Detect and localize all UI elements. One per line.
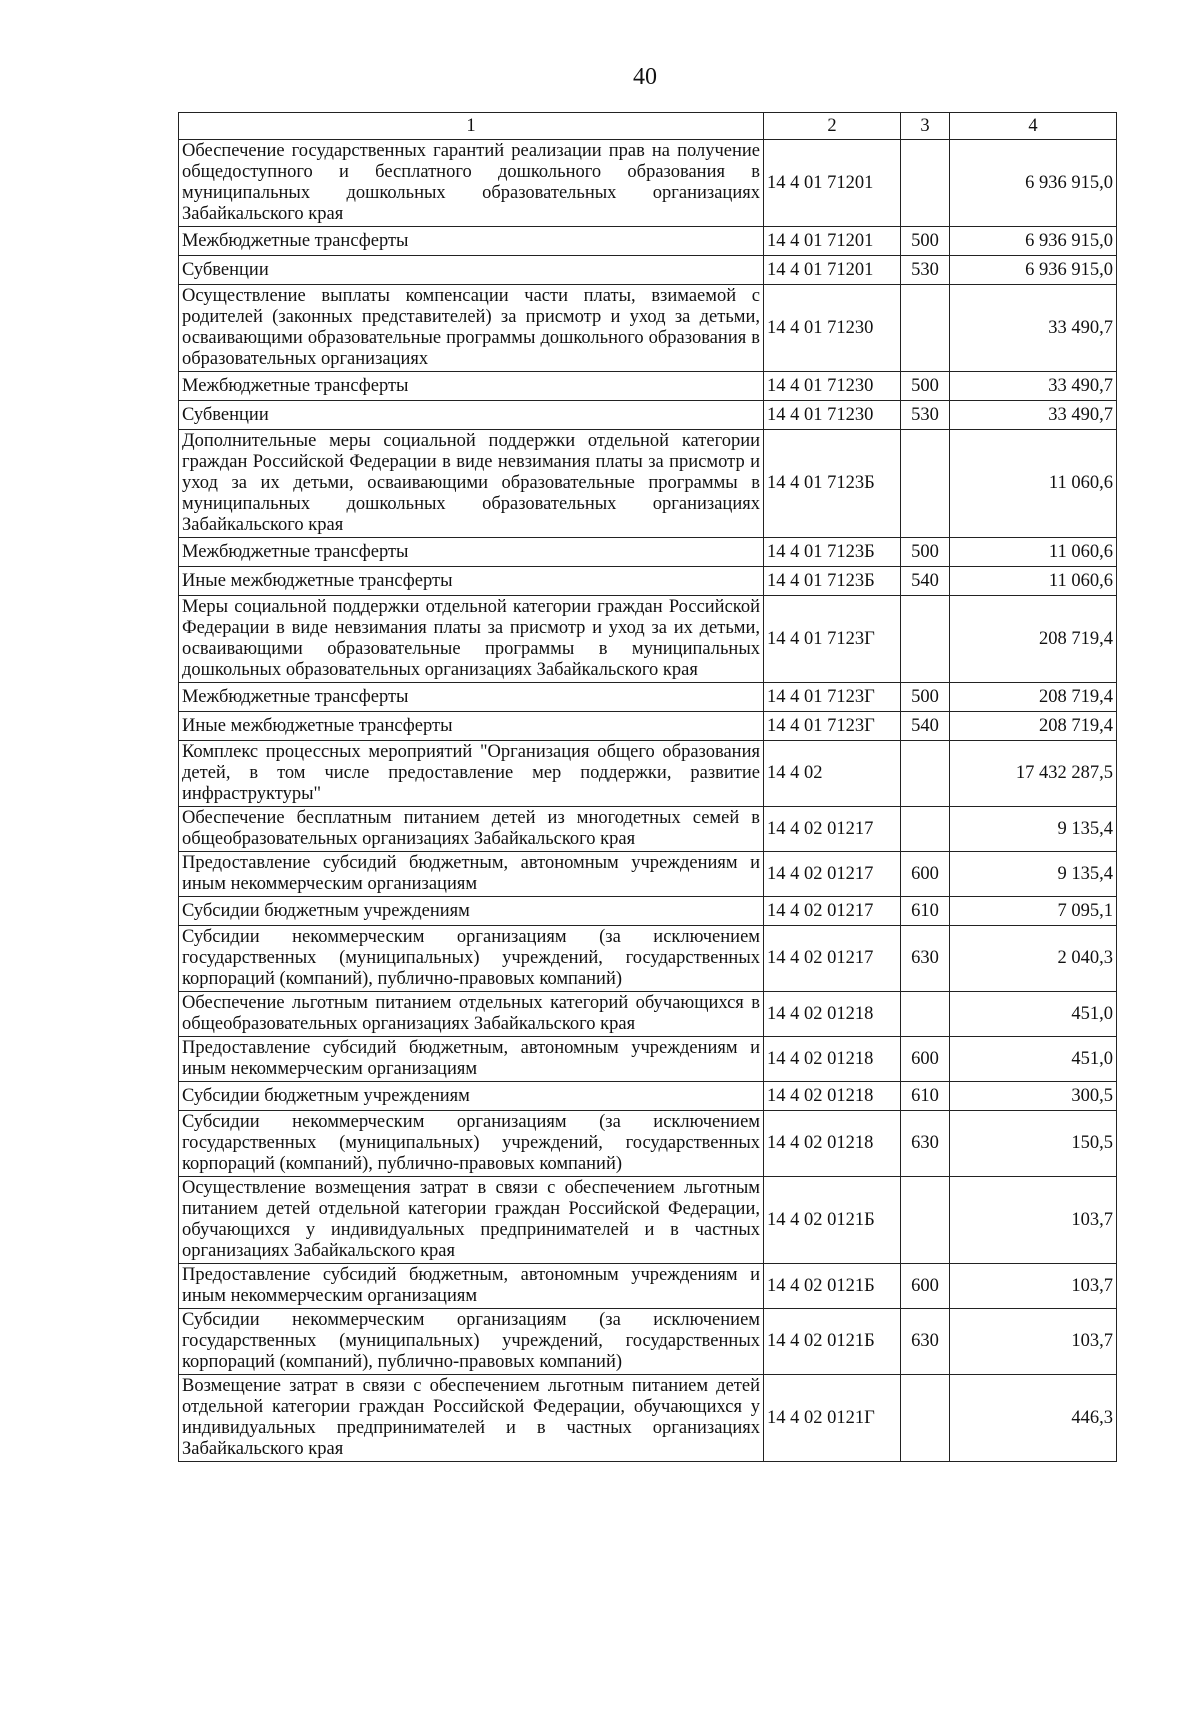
row-type-cell: 540 bbox=[901, 712, 950, 741]
row-type-cell: 500 bbox=[901, 227, 950, 256]
row-code-cell: 14 4 01 7123Г bbox=[764, 596, 901, 683]
row-name-cell: Межбюджетные трансферты bbox=[179, 372, 764, 401]
row-name-cell: Осуществление возмещения затрат в связи с обеспечением льготным питанием детей отдельной категории граждан Российской Федерации, обучающихся у индивидуальных предпринимателей и в частных организациях Забайкальского края bbox=[179, 1177, 764, 1264]
row-type-cell: 600 bbox=[901, 852, 950, 897]
page-number: 40 bbox=[633, 64, 657, 90]
table-row bbox=[179, 1177, 1117, 1264]
table-row bbox=[179, 1082, 1117, 1111]
row-amount-cell: 208 719,4 bbox=[950, 683, 1117, 712]
row-type-cell: 500 bbox=[901, 372, 950, 401]
table-row bbox=[179, 992, 1117, 1037]
table-row bbox=[179, 430, 1117, 538]
row-name-cell: Субвенции bbox=[179, 256, 764, 285]
row-name-cell: Дополнительные меры социальной поддержки отдельной категории граждан Российской Федерации в виде невзимания платы за присмотр и уход за их детьми, осваивающими образовательные программы в муниципальных дошкольных образовательных организациях Забайкальского края bbox=[179, 430, 764, 538]
row-name-cell: Обеспечение бесплатным питанием детей из многодетных семей в общеобразовательных организациях Забайкальского края bbox=[179, 807, 764, 852]
row-code-cell: 14 4 02 0121Б bbox=[764, 1264, 901, 1309]
row-name-cell: Субсидии бюджетным учреждениям bbox=[179, 897, 764, 926]
row-name-cell: Субсидии некоммерческим организациям (за исключением государственных (муниципальных) учреждений, государственных корпораций (компаний), публично-правовых компаний) bbox=[179, 1309, 764, 1375]
row-type-cell: 530 bbox=[901, 401, 950, 430]
row-name-cell: Субвенции bbox=[179, 401, 764, 430]
table-row bbox=[179, 1309, 1117, 1375]
row-name-cell: Субсидии некоммерческим организациям (за исключением государственных (муниципальных) учреждений, государственных корпораций (компаний), публично-правовых компаний) bbox=[179, 1111, 764, 1177]
row-code-cell: 14 4 02 01218 bbox=[764, 1111, 901, 1177]
row-code-cell: 14 4 02 01218 bbox=[764, 1037, 901, 1082]
row-amount-cell: 33 490,7 bbox=[950, 401, 1117, 430]
table-row bbox=[179, 897, 1117, 926]
row-type-cell bbox=[901, 140, 950, 227]
row-code-cell: 14 4 01 71201 bbox=[764, 227, 901, 256]
row-amount-cell: 103,7 bbox=[950, 1264, 1117, 1309]
table-row bbox=[179, 712, 1117, 741]
row-name-cell: Обеспечение льготным питанием отдельных категорий обучающихся в общеобразовательных организациях Забайкальского края bbox=[179, 992, 764, 1037]
row-amount-cell: 11 060,6 bbox=[950, 538, 1117, 567]
row-code-cell: 14 4 02 0121Г bbox=[764, 1375, 901, 1462]
table-row bbox=[179, 741, 1117, 807]
row-amount-cell: 446,3 bbox=[950, 1375, 1117, 1462]
table-row bbox=[179, 596, 1117, 683]
row-amount-cell: 150,5 bbox=[950, 1111, 1117, 1177]
table-row bbox=[179, 1111, 1117, 1177]
row-amount-cell: 451,0 bbox=[950, 992, 1117, 1037]
header-cell-3: 3 bbox=[901, 113, 950, 140]
row-code-cell: 14 4 01 7123Г bbox=[764, 712, 901, 741]
row-code-cell: 14 4 02 01217 bbox=[764, 807, 901, 852]
row-type-cell: 600 bbox=[901, 1037, 950, 1082]
budget-table bbox=[178, 112, 1117, 1462]
table-row bbox=[179, 852, 1117, 897]
row-type-cell bbox=[901, 430, 950, 538]
row-code-cell: 14 4 02 01217 bbox=[764, 897, 901, 926]
row-name-cell: Межбюджетные трансферты bbox=[179, 538, 764, 567]
row-code-cell: 14 4 01 71201 bbox=[764, 140, 901, 227]
row-type-cell: 540 bbox=[901, 567, 950, 596]
row-name-cell: Обеспечение государственных гарантий реализации прав на получение общедоступного и бесплатного дошкольного образования в муниципальных дошкольных образовательных организациях Забайкальского края bbox=[179, 140, 764, 227]
row-code-cell: 14 4 01 7123Б bbox=[764, 538, 901, 567]
row-name-cell: Межбюджетные трансферты bbox=[179, 227, 764, 256]
row-code-cell: 14 4 01 7123Б bbox=[764, 430, 901, 538]
row-type-cell bbox=[901, 596, 950, 683]
header-cell-4: 4 bbox=[950, 113, 1117, 140]
row-amount-cell: 9 135,4 bbox=[950, 852, 1117, 897]
table-row bbox=[179, 538, 1117, 567]
row-name-cell: Субсидии бюджетным учреждениям bbox=[179, 1082, 764, 1111]
row-amount-cell: 208 719,4 bbox=[950, 596, 1117, 683]
row-code-cell: 14 4 02 01217 bbox=[764, 852, 901, 897]
row-amount-cell: 300,5 bbox=[950, 1082, 1117, 1111]
row-code-cell: 14 4 02 01218 bbox=[764, 992, 901, 1037]
row-name-cell: Осуществление выплаты компенсации части платы, взимаемой с родителей (законных представителей) за присмотр и уход за детьми, осваивающими образовательные программы дошкольного образования в образовательных организациях bbox=[179, 285, 764, 372]
row-amount-cell: 11 060,6 bbox=[950, 567, 1117, 596]
row-amount-cell: 33 490,7 bbox=[950, 285, 1117, 372]
row-type-cell: 530 bbox=[901, 256, 950, 285]
row-type-cell: 610 bbox=[901, 897, 950, 926]
row-name-cell: Предоставление субсидий бюджетным, автономным учреждениям и иным некоммерческим организациям bbox=[179, 1264, 764, 1309]
row-amount-cell: 7 095,1 bbox=[950, 897, 1117, 926]
table-row bbox=[179, 1375, 1117, 1462]
row-name-cell: Меры социальной поддержки отдельной категории граждан Российской Федерации в виде невзимания платы за присмотр и уход за их детьми, осваивающими образовательные программы в муниципальных дошкольных образовательных организациях Забайкальского края bbox=[179, 596, 764, 683]
row-amount-cell: 17 432 287,5 bbox=[950, 741, 1117, 807]
table-row bbox=[179, 807, 1117, 852]
row-amount-cell: 103,7 bbox=[950, 1309, 1117, 1375]
row-amount-cell: 6 936 915,0 bbox=[950, 140, 1117, 227]
row-name-cell: Иные межбюджетные трансферты bbox=[179, 567, 764, 596]
table-row bbox=[179, 926, 1117, 992]
row-code-cell: 14 4 01 71230 bbox=[764, 401, 901, 430]
row-type-cell: 500 bbox=[901, 683, 950, 712]
row-name-cell: Предоставление субсидий бюджетным, автономным учреждениям и иным некоммерческим организациям bbox=[179, 852, 764, 897]
row-amount-cell: 208 719,4 bbox=[950, 712, 1117, 741]
row-type-cell bbox=[901, 992, 950, 1037]
row-name-cell: Субсидии некоммерческим организациям (за исключением государственных (муниципальных) учреждений, государственных корпораций (компаний), публично-правовых компаний) bbox=[179, 926, 764, 992]
row-type-cell bbox=[901, 1375, 950, 1462]
row-amount-cell: 9 135,4 bbox=[950, 807, 1117, 852]
row-name-cell: Возмещение затрат в связи с обеспечением льготным питанием детей отдельной категории граждан Российской Федерации, обучающихся у индивидуальных предпринимателей и в частных организациях Забайкальского края bbox=[179, 1375, 764, 1462]
table-row bbox=[179, 1264, 1117, 1309]
table-row bbox=[179, 683, 1117, 712]
row-type-cell: 630 bbox=[901, 926, 950, 992]
row-code-cell: 14 4 02 01218 bbox=[764, 1082, 901, 1111]
header-cell-1: 1 bbox=[179, 113, 764, 140]
row-type-cell: 630 bbox=[901, 1309, 950, 1375]
row-code-cell: 14 4 01 71201 bbox=[764, 256, 901, 285]
table-row bbox=[179, 140, 1117, 227]
table-header-row bbox=[179, 113, 1117, 140]
row-type-cell: 600 bbox=[901, 1264, 950, 1309]
row-name-cell: Предоставление субсидий бюджетным, автономным учреждениям и иным некоммерческим организациям bbox=[179, 1037, 764, 1082]
budget-table-body bbox=[179, 113, 1117, 1462]
table-row bbox=[179, 227, 1117, 256]
row-type-cell: 500 bbox=[901, 538, 950, 567]
row-type-cell bbox=[901, 1177, 950, 1264]
table-row bbox=[179, 401, 1117, 430]
row-code-cell: 14 4 01 7123Б bbox=[764, 567, 901, 596]
row-name-cell: Комплекс процессных мероприятий "Организация общего образования детей, в том числе предоставление мер поддержки, развитие инфраструктуры" bbox=[179, 741, 764, 807]
row-amount-cell: 451,0 bbox=[950, 1037, 1117, 1082]
row-name-cell: Межбюджетные трансферты bbox=[179, 683, 764, 712]
table-row bbox=[179, 1037, 1117, 1082]
row-code-cell: 14 4 02 0121Б bbox=[764, 1177, 901, 1264]
row-amount-cell: 2 040,3 bbox=[950, 926, 1117, 992]
row-amount-cell: 11 060,6 bbox=[950, 430, 1117, 538]
row-amount-cell: 103,7 bbox=[950, 1177, 1117, 1264]
header-cell-2: 2 bbox=[764, 113, 901, 140]
table-row bbox=[179, 285, 1117, 372]
row-code-cell: 14 4 01 71230 bbox=[764, 372, 901, 401]
table-row bbox=[179, 256, 1117, 285]
row-amount-cell: 6 936 915,0 bbox=[950, 227, 1117, 256]
table-row bbox=[179, 372, 1117, 401]
row-name-cell: Иные межбюджетные трансферты bbox=[179, 712, 764, 741]
row-amount-cell: 33 490,7 bbox=[950, 372, 1117, 401]
row-type-cell bbox=[901, 807, 950, 852]
row-type-cell: 610 bbox=[901, 1082, 950, 1111]
row-type-cell bbox=[901, 285, 950, 372]
row-type-cell bbox=[901, 741, 950, 807]
row-amount-cell: 6 936 915,0 bbox=[950, 256, 1117, 285]
row-code-cell: 14 4 01 7123Г bbox=[764, 683, 901, 712]
row-code-cell: 14 4 02 bbox=[764, 741, 901, 807]
row-code-cell: 14 4 02 0121Б bbox=[764, 1309, 901, 1375]
row-code-cell: 14 4 01 71230 bbox=[764, 285, 901, 372]
row-type-cell: 630 bbox=[901, 1111, 950, 1177]
table-row bbox=[179, 567, 1117, 596]
row-code-cell: 14 4 02 01217 bbox=[764, 926, 901, 992]
